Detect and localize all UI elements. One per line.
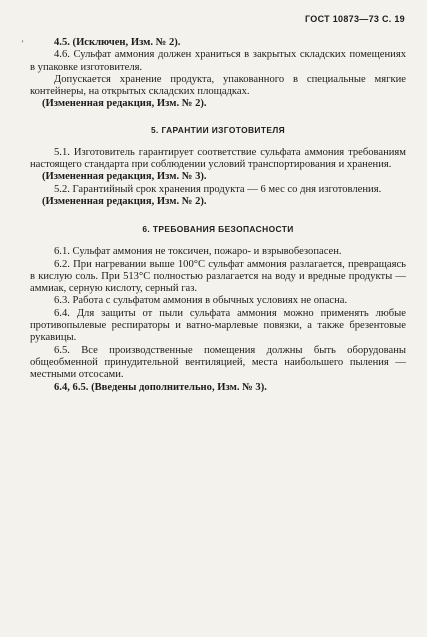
clause-5-1: 5.1. Изготовитель гарантирует соответствие сульфата аммония требованиям настоящего стандарта при соблюдении условий транспортирования и хранения. bbox=[30, 146, 406, 171]
clause-4-5: 4.5. (Исключен, Изм. № 2). bbox=[54, 37, 181, 48]
clause-6-5: 6.5. Все производственные помещения должны быть оборудованы общеобменной принудительной вентиляцией, места наибольшего пыления — местными отсосами. bbox=[30, 344, 406, 381]
clause-6-1: 6.1. Сульфат аммония не токсичен, пожаро- и взрывобезопасен. bbox=[54, 246, 342, 258]
clause-6-amendment: 6.4, 6.5. (Введены дополнительно, Изм. № 3). bbox=[54, 381, 267, 393]
clause-5-2-amendment: (Измененная редакция, Изм. № 2). bbox=[42, 195, 207, 207]
clause-6-3: 6.3. Работа с сульфатом аммония в обычных условиях не опасна. bbox=[54, 295, 348, 307]
section-6-title: 6. ТРЕБОВАНИЯ БЕЗОПАСНОСТИ bbox=[142, 224, 294, 235]
clause-4-6: 4.6. Сульфат аммония должен храниться в закрытых складских помещениях в упаковке изготовителя. bbox=[30, 49, 406, 73]
clause-5-2: 5.2. Гарантийный срок хранения продукта — 6 мес со дня изготовления. bbox=[54, 183, 382, 195]
clause-6-4: 6.4. Для защиты от пыли сульфата аммония можно применять любые противопылевые респираторы и ватно-марлевые повязки, а также брезентовые рукавицы. bbox=[30, 307, 406, 344]
document-body bbox=[30, 37, 406, 394]
page-header: ГОСТ 10873—73 С. 19 bbox=[304, 14, 405, 24]
clause-4-6-amendment: (Измененная редакция, Изм. № 2). bbox=[42, 98, 207, 110]
clause-5-1-amendment: (Измененная редакция, Изм. № 3). bbox=[42, 171, 207, 183]
clause-4-6-note: Допускается хранение продукта, упакованного в специальные мягкие контейнеры, на открытых складских площадках. bbox=[30, 73, 406, 98]
section-5-title: 5. ГАРАНТИИ ИЗГОТОВИТЕЛЯ bbox=[150, 124, 286, 135]
margin-mark: ' bbox=[22, 39, 24, 48]
clause-6-2: 6.2. При нагревании выше 100°С сульфат аммония разлагается, превращаясь в кислую соль. При 513°С полностью разлагается на воду и вредные продукты — аммиак, серную кислоту, серный газ. bbox=[30, 258, 406, 295]
